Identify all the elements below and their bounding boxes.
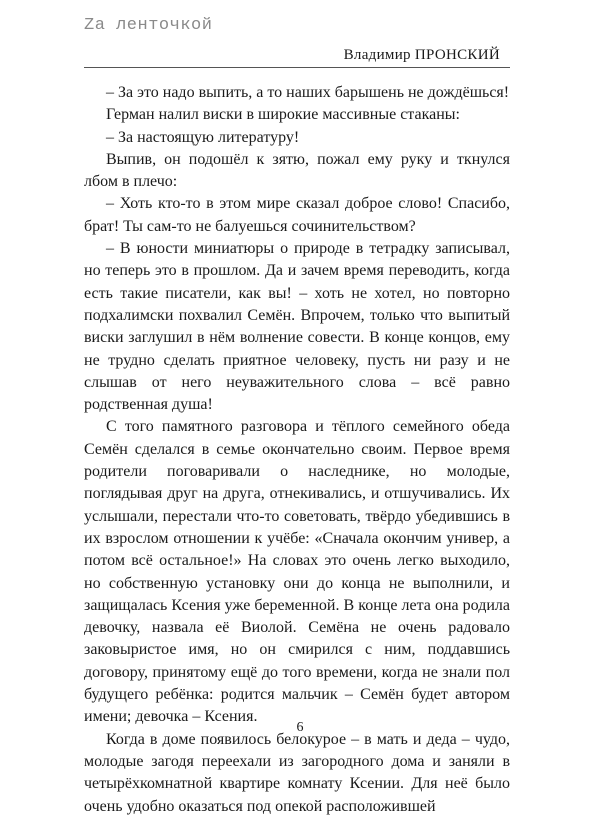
page-number: 6 [296,720,304,735]
paragraph: Выпив, он подошёл к зятю, пожал ему руку и ткнулся лбом в плечо: [84,150,510,191]
paragraph: – В юности миниатюры о природе в тетрадку записывал, но теперь это в прошлом. Да и зачем время переводить, когда есть такие писатели, как вы! – хоть не хотел, но повторно подхалимски похвалил Семён. Впрочем, только что выпитый виски заглушил в нём волнение совести. В конце концов, ему не трудно сделать приятное человеку, пусть ни разу и не слышав от него неуважительного слова – всё равно родственная душа! [84,240,510,414]
paragraph: С того памятного разговора и тёплого семейного обеда Семён сделался в семье окончательно своим. Первое время родители поговаривали о наследнике, но молодые, поглядывая друг на друга, отнекивались, и отшучивались. Их услышали, перестали что-то советовать, твёрдо убедившись в их взрослом отношении к учёбе: «Сначала окончим универ, а потом всё остальное!» На словах это очень легко выходило, но собственную установку они до конца не выполнили, и защищалась Ксения уже беременной. В конце лета она родила девочку, назвала её Виолой. Семёна не очень радовало заковыристое имя, но он смирился с ним, поддавшись договору, принятому ещё до того времени, когда не знали пол будущего ребёнка: родится мальчик – Семён будет автором имени; девочка – Ксения. [84,418,510,726]
series-title: Za ленточкой [84,16,213,35]
author-name: Владимир ПРОНСКИЙ [343,47,500,63]
paragraph: Герман налил виски в широкие массивные стаканы: [106,106,460,124]
paragraph: – За это надо выпить, а то наших барышень не дождёшься! [106,84,510,101]
header-divider [84,67,510,68]
paragraph: – Хоть кто-то в этом мире сказал доброе слово! Спасибо, брат! Ты сам-то не балуешься сочинительством? [84,195,510,235]
paragraph: Когда в доме появилось белокурое – в мать и деда – чудо, молодые загодя переехали из загородного дома и заняли в четырёхкомнатной квартире комнату Ксении. Для неё было очень удобно оказаться под опекой расположившей [84,730,510,815]
body-text [84,82,510,818]
paragraph: – За настоящую литературу! [106,128,300,146]
